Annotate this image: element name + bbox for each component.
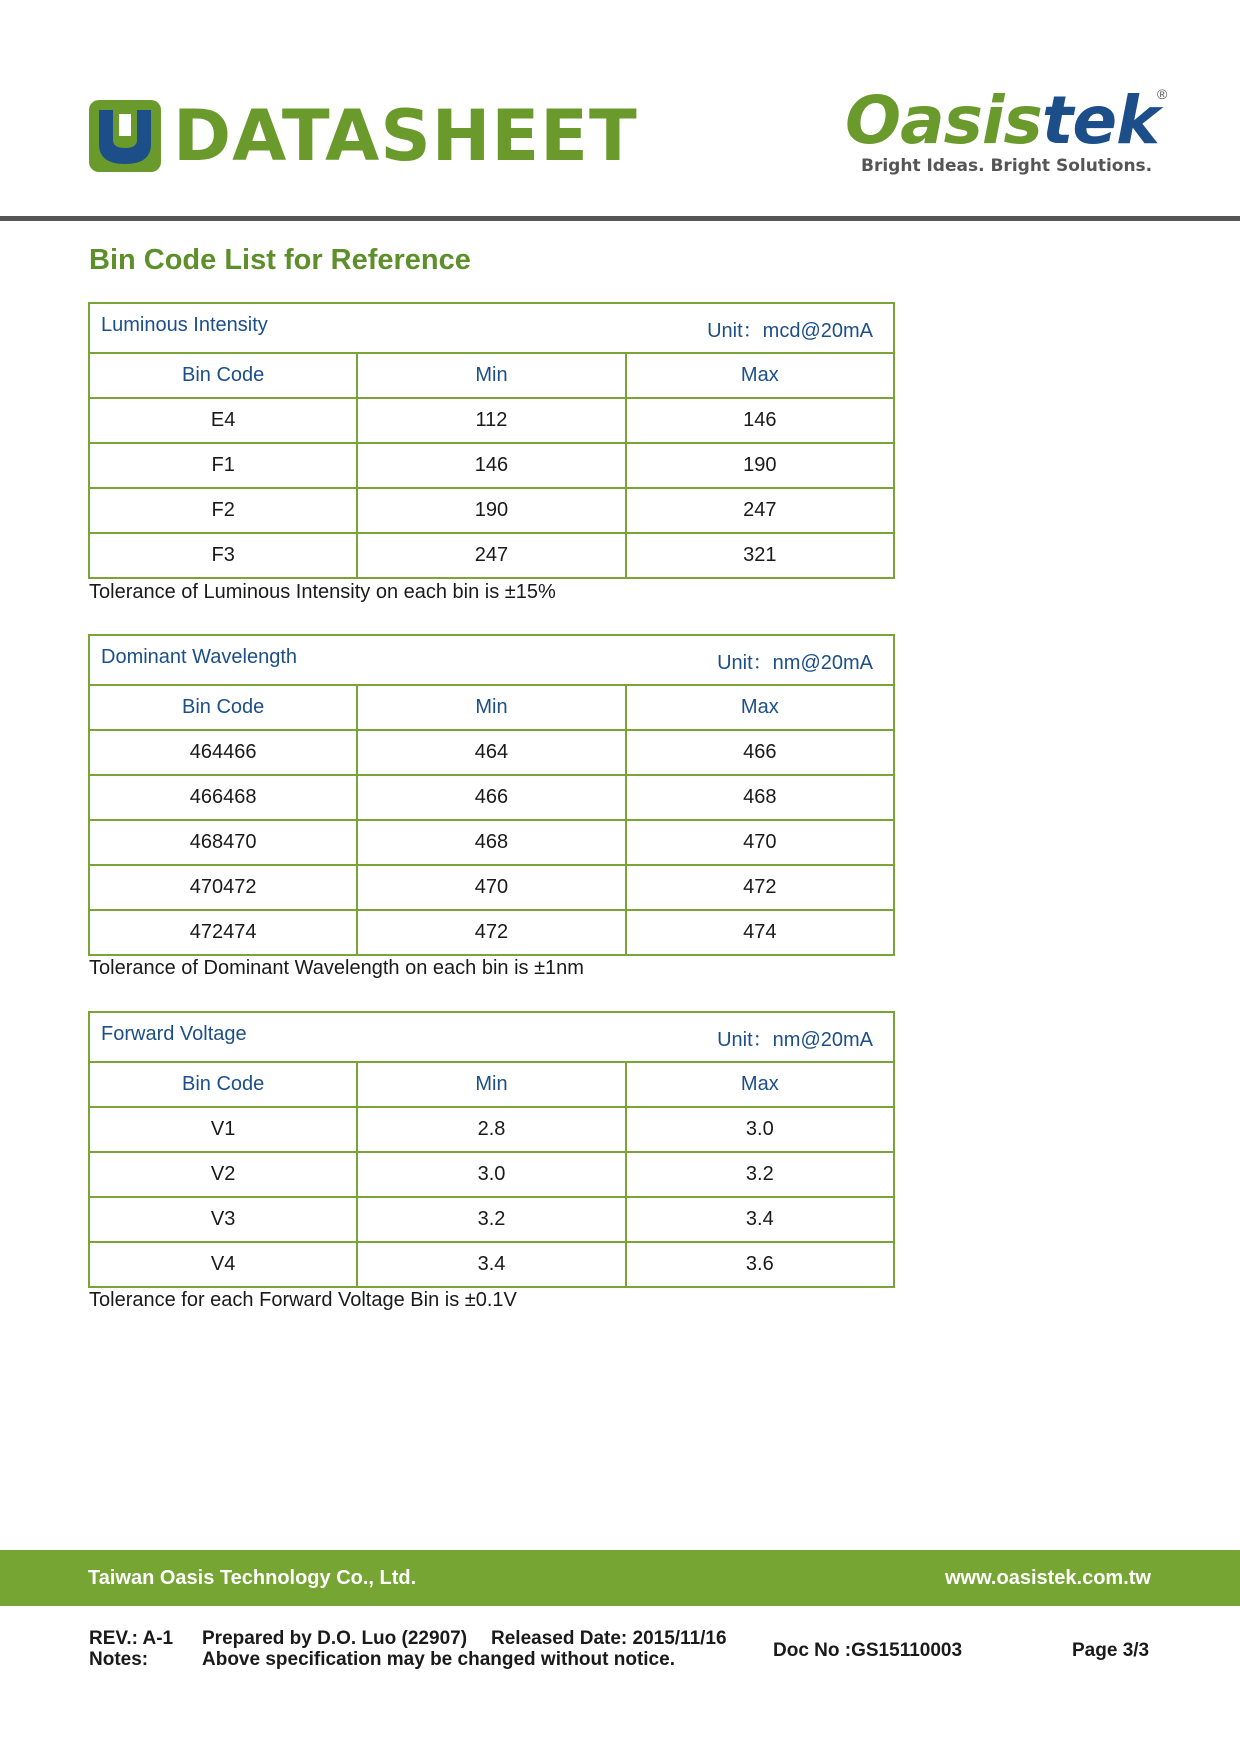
bin-code-cell: V1 [89, 1107, 357, 1152]
max-cell: 466 [626, 730, 894, 775]
max-cell: 474 [626, 910, 894, 955]
max-cell: 470 [626, 820, 894, 865]
table-row [89, 398, 894, 443]
min-cell: 3.0 [357, 1152, 625, 1197]
min-cell: 146 [357, 443, 625, 488]
table-title: Luminous Intensity [101, 313, 268, 336]
datasheet-logo-icon [89, 100, 161, 172]
registered-mark: ® [1157, 86, 1168, 102]
column-header: Max [626, 1062, 894, 1107]
bin-code-cell: 472474 [89, 910, 357, 955]
column-header: Bin Code [89, 685, 357, 730]
table-header-row [89, 685, 894, 730]
bin-code-cell: V4 [89, 1242, 357, 1287]
release-date: Released Date: 2015/11/16 [491, 1628, 727, 1649]
table-row [89, 488, 894, 533]
max-cell: 146 [626, 398, 894, 443]
table-title-cell [89, 303, 894, 353]
website-link[interactable]: www.oasistek.com.tw [945, 1567, 1151, 1589]
column-header: Bin Code [89, 353, 357, 398]
max-cell: 321 [626, 533, 894, 578]
max-cell: 3.6 [626, 1242, 894, 1287]
table-title: Forward Voltage [101, 1022, 247, 1045]
max-cell: 468 [626, 775, 894, 820]
max-cell: 3.2 [626, 1152, 894, 1197]
min-cell: 190 [357, 488, 625, 533]
bin-code-cell: 468470 [89, 820, 357, 865]
footer-band [0, 1550, 1240, 1606]
dominant-wavelength-table [88, 634, 895, 956]
brand-name-part1: Oasis [845, 82, 1042, 159]
voltage-tolerance-note: Tolerance for each Forward Voltage Bin is ±0.1V [89, 1289, 517, 1311]
max-cell: 247 [626, 488, 894, 533]
table-row [89, 533, 894, 578]
table-title-row [89, 1012, 894, 1062]
bin-code-cell: V2 [89, 1152, 357, 1197]
min-cell: 3.4 [357, 1242, 625, 1287]
table-row [89, 1197, 894, 1242]
max-cell: 472 [626, 865, 894, 910]
bin-code-cell: V3 [89, 1197, 357, 1242]
luminous-tolerance-note: Tolerance of Luminous Intensity on each bin is ±15% [89, 581, 556, 603]
table-row [89, 910, 894, 955]
table-header-row [89, 1062, 894, 1107]
table-title: Dominant Wavelength [101, 645, 298, 668]
column-header: Max [626, 353, 894, 398]
table-row [89, 1107, 894, 1152]
company-name: Taiwan Oasis Technology Co., Ltd. [88, 1567, 417, 1589]
brand-tagline: Bright Ideas. Bright Solutions. [861, 156, 1153, 176]
column-header: Max [626, 685, 894, 730]
column-header: Min [357, 685, 625, 730]
min-cell: 470 [357, 865, 625, 910]
wavelength-tolerance-note: Tolerance of Dominant Wavelength on each bin is ±1nm [89, 957, 584, 979]
bin-code-cell: 470472 [89, 865, 357, 910]
column-header: Bin Code [89, 1062, 357, 1107]
min-cell: 472 [357, 910, 625, 955]
forward-voltage-table [88, 1011, 895, 1288]
luminous-intensity-table [88, 302, 895, 579]
bin-code-cell: E4 [89, 398, 357, 443]
bin-code-cell: 466468 [89, 775, 357, 820]
table-row [89, 1242, 894, 1287]
revision: REV.: A-1 [89, 1628, 174, 1649]
table-row [89, 865, 894, 910]
table-unit: Unit：nm@20mA [717, 1028, 873, 1051]
page-number: Page 3/3 [1072, 1640, 1150, 1661]
document-info [0, 1628, 1240, 1688]
table-title-cell [89, 1012, 894, 1062]
datasheet-title: DATASHEET [173, 95, 638, 177]
prepared-by: Prepared by D.O. Luo (22907) [202, 1628, 468, 1649]
document-number: Doc No :GS15110003 [773, 1640, 963, 1661]
notes-text: Above specification may be changed without notice. [202, 1649, 675, 1670]
page-header [0, 0, 1240, 225]
table-row [89, 1152, 894, 1197]
min-cell: 247 [357, 533, 625, 578]
table-header-row [89, 353, 894, 398]
datasheet-logo [89, 95, 638, 177]
bin-code-cell: F1 [89, 443, 357, 488]
table-unit: Unit：nm@20mA [717, 651, 873, 674]
brand-name [845, 82, 1175, 159]
min-cell: 464 [357, 730, 625, 775]
table-row [89, 730, 894, 775]
max-cell: 3.4 [626, 1197, 894, 1242]
table-title-cell [89, 635, 894, 685]
section-title: Bin Code List for Reference [89, 244, 471, 276]
min-cell: 112 [357, 398, 625, 443]
oasistek-logo [845, 82, 1175, 176]
max-cell: 190 [626, 443, 894, 488]
table-row [89, 820, 894, 865]
table-title-row [89, 303, 894, 353]
min-cell: 3.2 [357, 1197, 625, 1242]
brand-name-part2: tek [1041, 82, 1160, 159]
min-cell: 466 [357, 775, 625, 820]
column-header: Min [357, 353, 625, 398]
notes-label: Notes: [89, 1649, 149, 1670]
bin-code-cell: F2 [89, 488, 357, 533]
max-cell: 3.0 [626, 1107, 894, 1152]
min-cell: 2.8 [357, 1107, 625, 1152]
table-row [89, 443, 894, 488]
bin-code-cell: F3 [89, 533, 357, 578]
column-header: Min [357, 1062, 625, 1107]
header-divider [0, 216, 1240, 221]
bin-code-cell: 464466 [89, 730, 357, 775]
table-unit: Unit：mcd@20mA [707, 319, 873, 342]
table-row [89, 775, 894, 820]
min-cell: 468 [357, 820, 625, 865]
table-title-row [89, 635, 894, 685]
